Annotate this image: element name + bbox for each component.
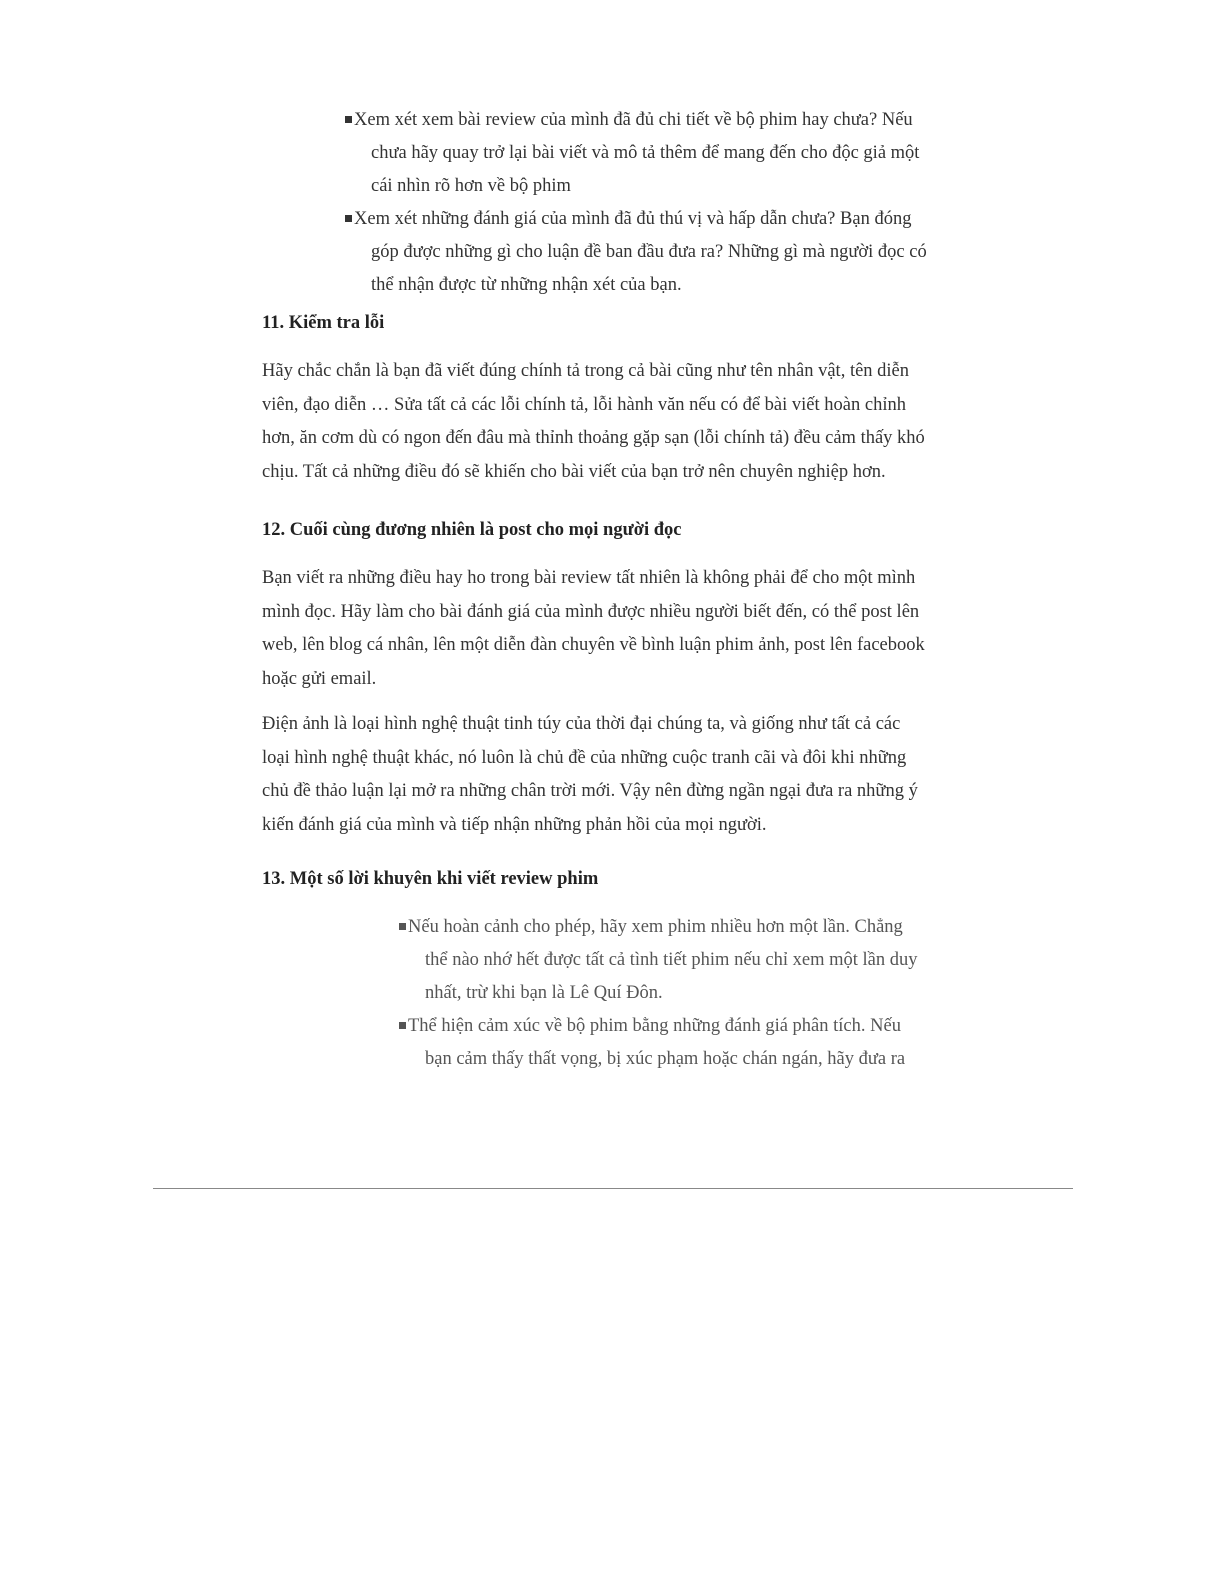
section-11-heading: 11. Kiểm tra lỗi (262, 313, 385, 333)
paragraph-line: chủ đề thảo luận lại mở ra những chân trời mới. Vậy nên đừng ngần ngại đưa ra những ý (262, 781, 918, 801)
section-13-heading: 13. Một số lời khuyên khi viết review phim (262, 869, 599, 889)
square-bullet-icon (399, 923, 406, 930)
section-11-paragraph (262, 355, 962, 489)
list-item-line: cái nhìn rõ hơn về bộ phim (371, 176, 571, 196)
paragraph-line: chịu. Tất cả những điều đó sẽ khiến cho bài viết của bạn trở nên chuyên nghiệp hơn. (262, 461, 886, 482)
square-bullet-icon (345, 215, 352, 222)
page-divider (153, 1188, 1073, 1189)
list-item-line: Nếu hoàn cảnh cho phép, hãy xem phim nhiều hơn một lần. Chẳng (408, 917, 903, 937)
square-bullet-icon (399, 1022, 406, 1029)
paragraph-line: kiến đánh giá của mình và tiếp nhận những phản hồi của mọi người. (262, 814, 767, 835)
paragraph-line: web, lên blog cá nhân, lên một diễn đàn chuyên về bình luận phim ảnh, post lên facebook (262, 635, 925, 655)
list-item (399, 911, 979, 1010)
list-item-line: góp được những gì cho luận đề ban đầu đưa ra? Những gì mà người đọc có (371, 242, 927, 262)
section-12-heading: 12. Cuối cùng đương nhiên là post cho mọi người đọc (262, 520, 682, 540)
section-12-paragraph-1 (262, 562, 962, 696)
list-item (345, 203, 985, 302)
list-item (399, 1010, 979, 1076)
list-item (345, 104, 985, 203)
paragraph-line: mình đọc. Hãy làm cho bài đánh giá của mình được nhiều người biết đến, có thể post lên (262, 601, 920, 622)
list-item-line: chưa hãy quay trở lại bài viết và mô tả thêm để mang đến cho độc giả một (371, 143, 920, 163)
paragraph-line: Hãy chắc chắn là bạn đã viết đúng chính tả trong cả bài cũng như tên nhân vật, tên diễn (262, 361, 910, 381)
paragraph-line: hơn, ăn cơm dù có ngon đến đâu mà thỉnh thoảng gặp sạn (lỗi chính tả) đều cảm thấy khó (262, 428, 925, 448)
section-12-paragraph-2 (262, 708, 962, 842)
list-item-line: bạn cảm thấy thất vọng, bị xúc phạm hoặc chán ngán, hãy đưa ra (425, 1049, 906, 1069)
paragraph-line: viên, đạo diễn … Sửa tất cả các lỗi chính tả, lỗi hành văn nếu có để bài viết hoàn chỉnh (262, 394, 906, 415)
list-item-line: Xem xét những đánh giá của mình đã đủ thú vị và hấp dẫn chưa? Bạn đóng (354, 209, 912, 229)
list-item-line: nhất, trừ khi bạn là Lê Quí Đôn. (425, 983, 663, 1003)
list-item-line: thể nào nhớ hết được tất cả tình tiết phim nếu chỉ xem một lần duy (425, 950, 918, 970)
paragraph-line: Điện ảnh là loại hình nghệ thuật tinh túy của thời đại chúng ta, và giống như tất cả các (262, 714, 901, 734)
list-item-line: thể nhận được từ những nhận xét của bạn. (371, 275, 682, 295)
paragraph-line: hoặc gửi email. (262, 668, 377, 689)
top-bullet-list (345, 104, 985, 302)
section-13-bullet-list (399, 911, 979, 1076)
list-item-line: Thể hiện cảm xúc về bộ phim bằng những đánh giá phân tích. Nếu (408, 1016, 901, 1036)
list-item-line: Xem xét xem bài review của mình đã đủ chi tiết về bộ phim hay chưa? Nếu (354, 110, 913, 130)
square-bullet-icon (345, 116, 352, 123)
paragraph-line: Bạn viết ra những điều hay ho trong bài review tất nhiên là không phải để cho một mình (262, 568, 916, 588)
paragraph-line: loại hình nghệ thuật khác, nó luôn là chủ đề của những cuộc tranh cãi và đôi khi những (262, 747, 907, 768)
